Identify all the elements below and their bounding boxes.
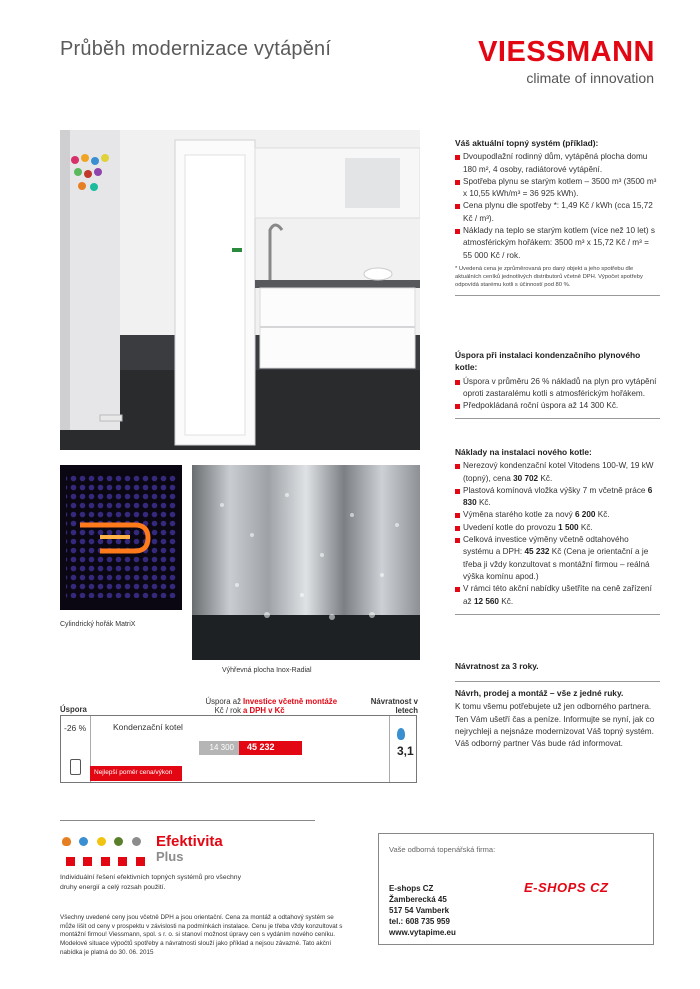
payback-text: Návratnost za 3 roky.	[455, 661, 539, 671]
offer-text: K tomu všemu potřebujete už jen odborného partnera. Ten Vám ušetří čas a peníze. Informujte se nyní, jak co nejrychleji a nejsnáze modernizovat Váš topný systém. Váš odborný partner Vás bude rád informovat.	[455, 702, 655, 749]
col-payback-label: Návratnost v letech	[370, 697, 418, 715]
brand-tagline: climate of innovation	[526, 70, 654, 86]
list-item: Nerezový kondenzační kotel Vitodens 100-W, 19 kW (topný), cena 30 702 Kč.	[455, 460, 660, 485]
efektivita-title: Efektivita	[156, 833, 223, 850]
flame-icon	[62, 837, 71, 846]
partner-address: E-shops CZ Žamberecká 45 517 54 Vamberk tel.: 608 735 959 www.vytapime.eu	[389, 884, 456, 937]
footnote: * Uvedená cena je zprůměrovaná pro daný objekt a jeho spotřebu dle aktuálních ceníků jednotlivých distributorů včetně DPH. Výpočet spotřeby odpovídá starému kotli s účinností pod 80 %.	[455, 265, 643, 288]
partner-box	[378, 833, 654, 945]
energy-icons	[62, 833, 145, 851]
list-item: Celková investice výměny včetně odtahového systému a DPH: 45 232 Kč (Cena je orientační a je třeba ji vždy konzultovat s montážní firmou – reálná výška komínu apod.)	[455, 534, 660, 583]
list-item: Předpokládaná roční úspora až 14 300 Kč.	[455, 400, 660, 412]
sun-icon	[97, 837, 106, 846]
current-system-section	[455, 137, 660, 296]
list-item: Výměna starého kotle za nový 6 200 Kč.	[455, 509, 660, 521]
list-item: Plastová komínová vložka výšky 7 m včetně práce 6 830 Kč.	[455, 485, 660, 510]
payback-value: 3,1	[397, 744, 414, 758]
costs-section	[455, 446, 660, 615]
divider	[389, 716, 390, 782]
investment-bar: 45 232	[239, 741, 302, 755]
col-uspora-label: Úspora	[60, 705, 87, 714]
partner-logo: E-SHOPS CZ	[524, 880, 609, 895]
house-icon	[66, 857, 75, 866]
list-item: Náklady na teplo se starým kotlem (více než 10 let) s atmosférickým hořákem: 3500 m³ x 15,72 Kč / m³ = 55 000 Kč / rok.	[455, 225, 660, 262]
boiler-icon	[70, 759, 81, 775]
divider	[455, 614, 660, 615]
list-item: Úspora v průměru 26 % nákladů na plyn pro vytápění oproti zastaralému kotli s atmosférickým hořákem.	[455, 376, 660, 401]
disclaimer: Všechny uvedené ceny jsou včetně DPH a jsou orientační. Cena za montáž a odtahový systém se může lišit od ceny v prospektu v závislosti na podmínkách instalace. Cenu je třeba vždy konzultovat s montážní firmou! Viessmann, spol. s r. o. si stanoví možnost úpravy cen s vydáním nového ceníku. Modelové situace výpočtů spotřeby a návratnosti slouží jako příklad a nejsou závazné. Tato akční nabídka je platná do 30. 06. 2015	[60, 914, 343, 956]
building-icons	[66, 853, 149, 871]
kitchen-photo	[60, 130, 420, 450]
offer-section	[455, 687, 660, 750]
leaf-icon	[114, 837, 123, 846]
savings-percent: -26 %	[64, 723, 87, 733]
divider	[60, 820, 315, 821]
payback-section	[455, 660, 660, 682]
list-item: Spotřeba plynu se starým kotlem – 3500 m³ (3500 m³ x 10,55 kWh/m³ = 36 925 kWh).	[455, 176, 660, 201]
list-item: Dvoupodlažní rodinný dům, vytápěná plocha domu 180 m², 4 osoby, radiátorové vytápění.	[455, 151, 660, 176]
efektivita-subtitle: Plus	[156, 849, 184, 864]
building-icon	[118, 857, 127, 866]
list-item: Cena plynu dle spotřeby *: 1,49 Kč / kWh (cca 15,72 Kč / m³).	[455, 200, 660, 225]
heat-icon	[132, 837, 141, 846]
savings-heading: Úspora při instalaci kondenzačního plynového kotle:	[455, 350, 641, 373]
surface-caption: Výhřevná plocha Inox-Radial	[222, 667, 312, 674]
apartment-icon	[83, 857, 92, 866]
flame-icon	[397, 728, 405, 740]
brand-logo: VIESSMANN	[478, 36, 655, 68]
efektivita-desc: Individuální řešení efektivních topných systémů pro všechny druhy energií a celý rozsah použití.	[60, 874, 241, 891]
col-savings-label: Úspora až Kč / rok	[205, 697, 241, 715]
factory-icon	[101, 857, 110, 866]
drop-icon	[79, 837, 88, 846]
page-title: Průběh modernizace vytápění	[60, 38, 332, 60]
offer-heading: Návrh, prodej a montáž – vše z jedné ruky.	[455, 688, 624, 698]
product-label: Kondenzační kotel	[113, 722, 183, 732]
list-item: V rámci této akční nabídky ušetříte na ceně zařízení až 12 560 Kč.	[455, 583, 660, 608]
divider	[455, 418, 660, 419]
heat-exchanger-photo	[192, 465, 420, 660]
savings-section	[455, 349, 660, 419]
best-ratio-badge: Nejlepší poměr cena/výkon	[90, 766, 182, 781]
current-system-heading: Váš aktuální topný systém (příklad):	[455, 138, 599, 148]
costs-heading: Náklady na instalaci nového kotle:	[455, 447, 592, 457]
commerce-icon	[136, 857, 145, 866]
partner-label: Vaše odborná topenářská firma:	[389, 845, 496, 854]
burner-photo	[60, 465, 182, 610]
comparison-table	[60, 715, 417, 783]
savings-bar: 14 300	[199, 741, 239, 755]
col-investment-label: Investice včetně montáže a DPH v Kč	[243, 697, 338, 715]
divider	[455, 681, 660, 682]
divider	[455, 295, 660, 296]
list-item: Uvedení kotle do provozu 1 500 Kč.	[455, 522, 660, 534]
burner-caption: Cylindrický hořák MatriX	[60, 621, 136, 628]
